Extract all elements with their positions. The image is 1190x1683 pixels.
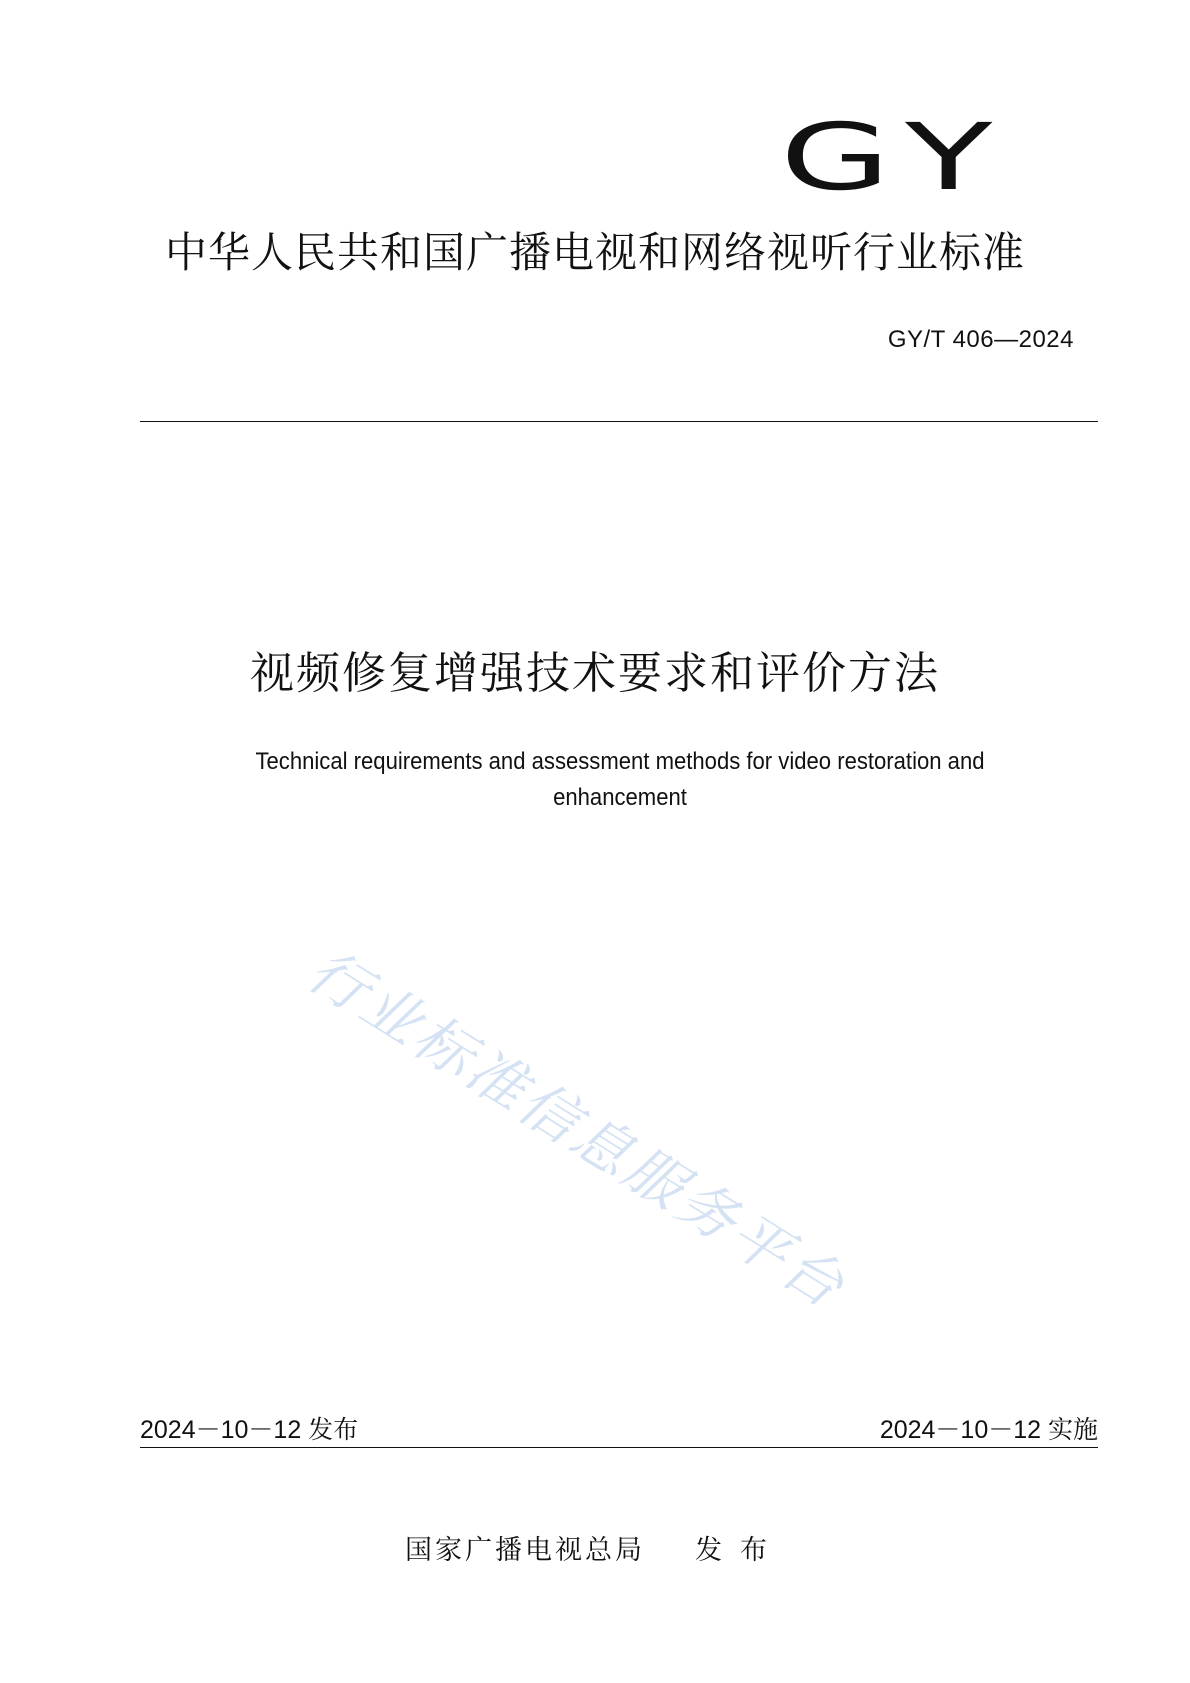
publisher-line	[0, 1528, 1190, 1567]
standard-code: GY/T 406—2024	[887, 326, 1074, 353]
publisher-name: 国家广播电视总局	[405, 1535, 645, 1566]
effective-date: 2024－10－12 实施	[879, 1416, 1098, 1444]
release-date: 2024－10－12 发布	[140, 1416, 359, 1444]
publish-action: 发布	[695, 1535, 785, 1566]
title-chinese: 视频修复增强技术要求和评价方法	[250, 648, 940, 699]
watermark-text: 行业标准信息服务平台	[296, 936, 859, 1323]
bottom-divider	[140, 1447, 1098, 1448]
title-english: Technical requirements and assessment methods for video restoration and enhancement	[255, 748, 985, 811]
gy-logo: GY	[780, 104, 1014, 211]
standard-category: 中华人民共和国广播电视和网络视听行业标准	[164, 228, 1025, 277]
top-divider	[140, 421, 1098, 422]
